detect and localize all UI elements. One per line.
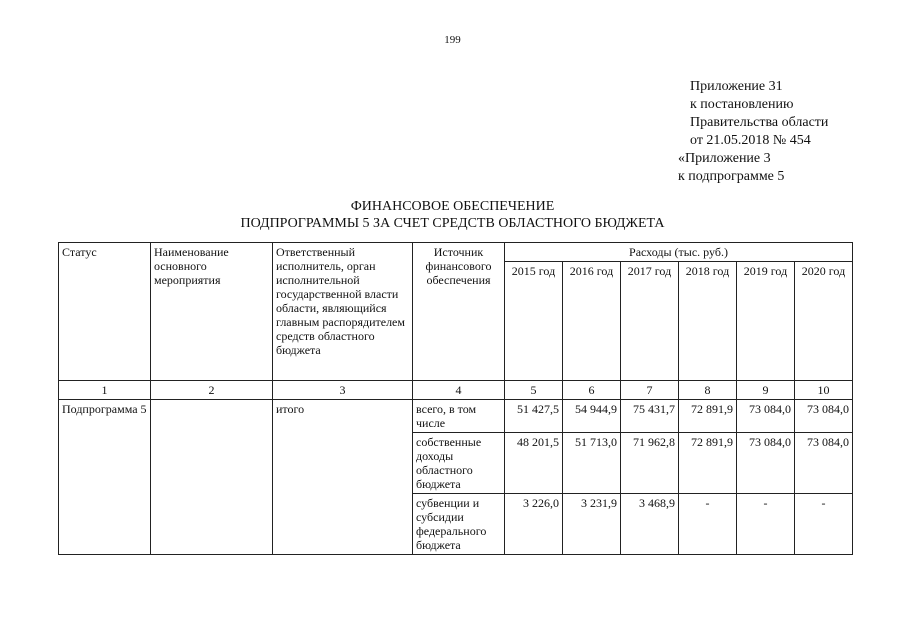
column-index: 3 [273, 381, 413, 400]
appendix-line-4: от 21.05.2018 № 454 [690, 133, 811, 148]
row-value: 75 431,7 [621, 400, 679, 433]
row-value: 48 201,5 [505, 433, 563, 494]
row-value: 3 468,9 [621, 494, 679, 555]
row-value: 73 084,0 [795, 400, 853, 433]
document-title [0, 198, 905, 232]
header-year-2015: 2015 год [505, 262, 563, 381]
row-value: - [795, 494, 853, 555]
appendix-line-2: к постановлению [690, 97, 794, 112]
row-value: 3 231,9 [563, 494, 621, 555]
appendix-line-1: Приложение 31 [690, 79, 783, 94]
header-year-2019: 2019 год [737, 262, 795, 381]
header-year-2018: 2018 год [679, 262, 737, 381]
header-year-2016: 2016 год [563, 262, 621, 381]
row-value: 72 891,9 [679, 400, 737, 433]
header-year-2017: 2017 год [621, 262, 679, 381]
row-value: 73 084,0 [737, 433, 795, 494]
title-line-2: ПОДПРОГРАММЫ 5 ЗА СЧЕТ СРЕДСТВ ОБЛАСТНОГО БЮДЖЕТА [240, 216, 665, 231]
page-number: 199 [444, 34, 461, 46]
row-status: Подпрограмма 5 [59, 400, 151, 555]
column-index: 4 [413, 381, 505, 400]
row-value: - [679, 494, 737, 555]
header-executor: Ответственный исполнитель, орган исполнительной государственной власти области, являющийся главным распорядителем средств областного бюджета [273, 243, 413, 381]
row-executor: итого [273, 400, 413, 555]
row-value: 73 084,0 [737, 400, 795, 433]
column-index: 7 [621, 381, 679, 400]
column-index: 2 [151, 381, 273, 400]
row-value: 71 962,8 [621, 433, 679, 494]
row-source: собственные доходы областного бюджета [413, 433, 505, 494]
row-value: 54 944,9 [563, 400, 621, 433]
row-source: субвенции и субсидии федерального бюджета [413, 494, 505, 555]
appendix-line-3: Правительства области [690, 115, 829, 130]
header-status: Статус [59, 243, 151, 381]
row-name [151, 400, 273, 555]
row-value: 72 891,9 [679, 433, 737, 494]
title-line-1: ФИНАНСОВОЕ ОБЕСПЕЧЕНИЕ [350, 199, 555, 214]
header-name: Наименование основного мероприятия [151, 243, 273, 381]
row-value: 73 084,0 [795, 433, 853, 494]
row-value: 51 713,0 [563, 433, 621, 494]
header-year-2020: 2020 год [795, 262, 853, 381]
header-source: Источник финансового обеспечения [413, 243, 505, 381]
header-expenses: Расходы (тыс. руб.) [505, 243, 853, 262]
column-index-row [59, 381, 853, 400]
financing-table [58, 242, 853, 555]
appendix-line-5: «Приложение 3 [678, 151, 771, 166]
table-row [59, 400, 853, 433]
row-source: всего, в том числе [413, 400, 505, 433]
column-index: 10 [795, 381, 853, 400]
row-value: - [737, 494, 795, 555]
row-value: 3 226,0 [505, 494, 563, 555]
column-index: 8 [679, 381, 737, 400]
column-index: 1 [59, 381, 151, 400]
row-value: 51 427,5 [505, 400, 563, 433]
column-index: 5 [505, 381, 563, 400]
column-index: 6 [563, 381, 621, 400]
appendix-line-6: к подпрограмме 5 [678, 169, 785, 184]
column-index: 9 [737, 381, 795, 400]
appendix-block [678, 78, 828, 186]
